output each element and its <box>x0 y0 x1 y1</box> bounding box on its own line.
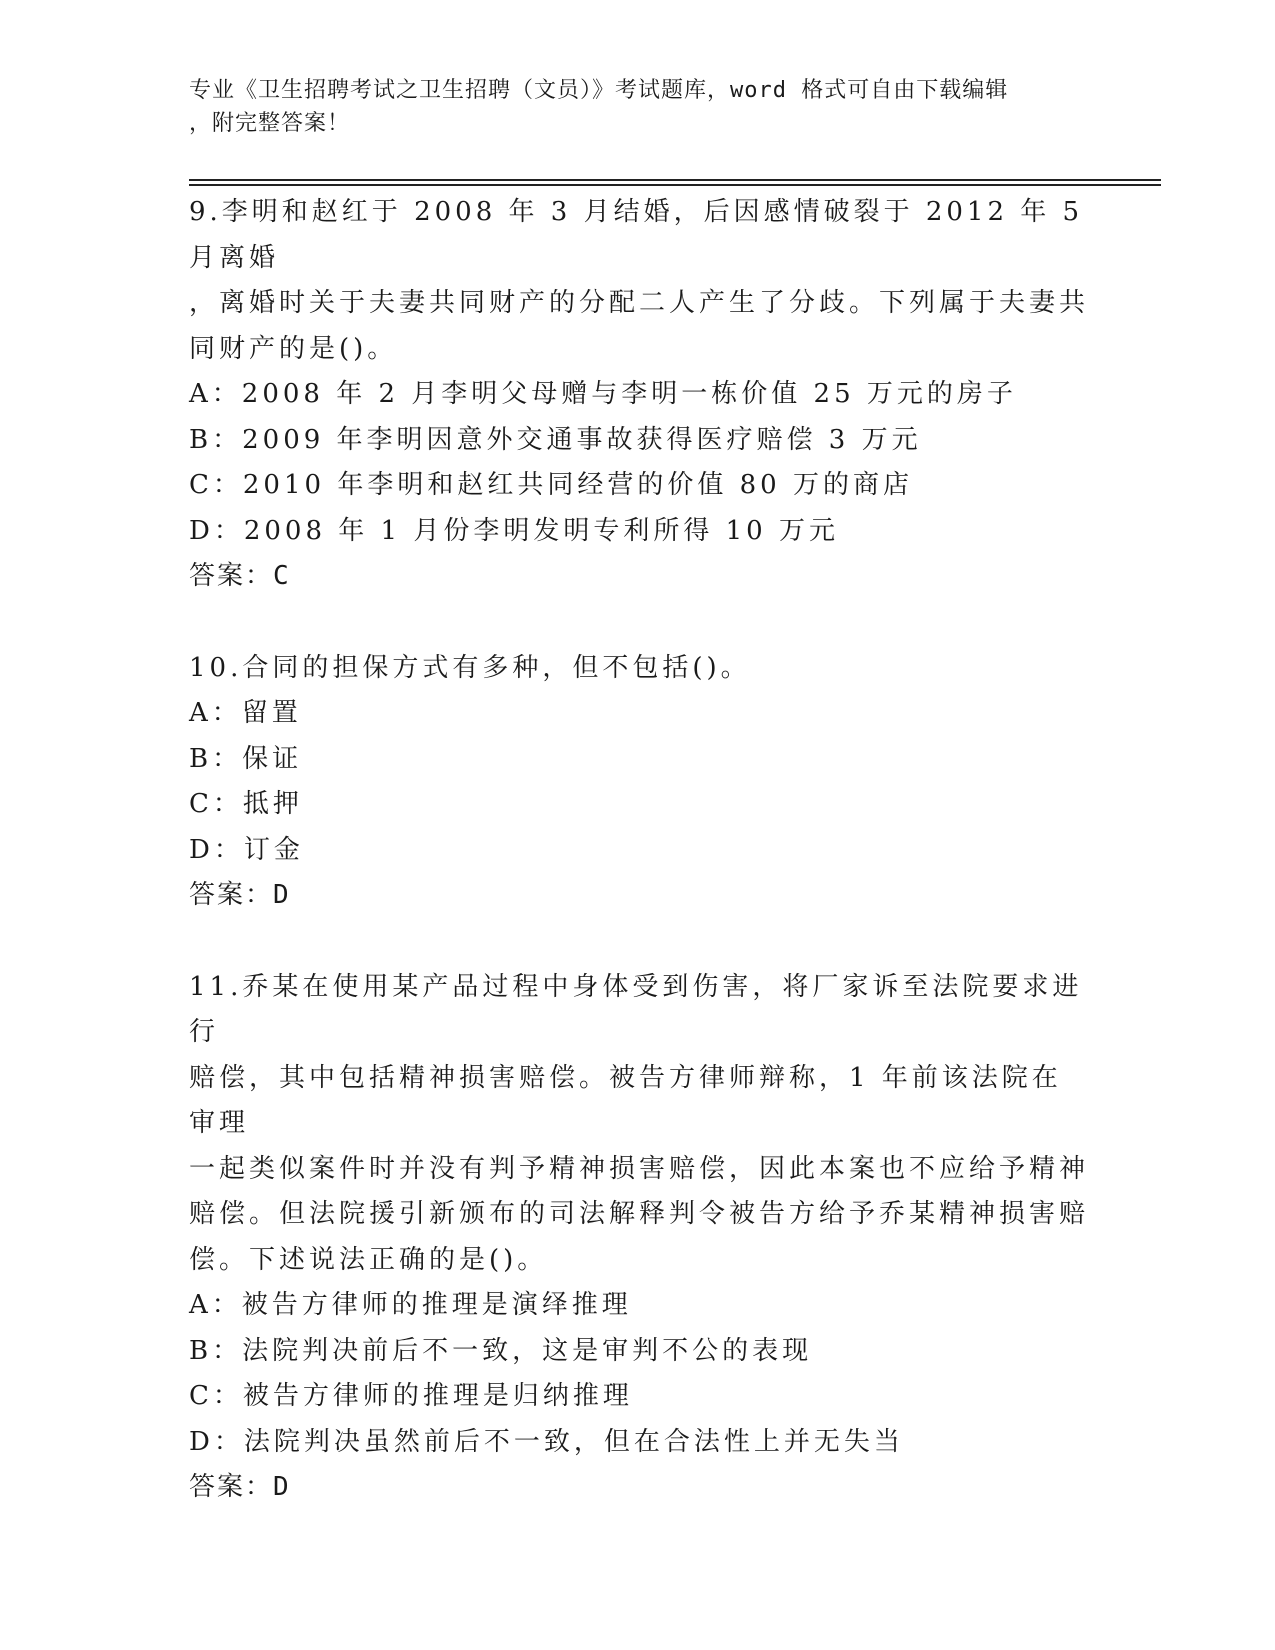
question-9 <box>189 190 1089 600</box>
option-c: C：抵押 <box>189 789 303 819</box>
question-spacer <box>189 919 1089 965</box>
header-divider-top <box>189 179 1161 181</box>
question-list <box>189 190 1089 1511</box>
option-c: C：2010 年李明和赵红共同经营的价值 80 万的商店 <box>189 470 913 500</box>
question-stem: 9.李明和赵红于 2008 年 3 月结婚，后因感情破裂于 2012 年 5 月离婚 ，离婚时关于夫妻共同财产的分配二人产生了分歧。下列属于夫妻共 同财产的是()。 <box>189 197 1090 364</box>
option-d: D：2008 年 1 月份李明发明专利所得 10 万元 <box>189 515 839 546</box>
option-c: C：被告方律师的推理是归纳推理 <box>189 1381 633 1411</box>
answer-line: 答案：C <box>189 561 291 591</box>
question-stem: 10.合同的担保方式有多种，但不包括()。 <box>189 652 751 683</box>
option-b: B：法院判决前后不一致，这是审判不公的表现 <box>189 1335 813 1366</box>
question-10 <box>189 646 1089 919</box>
question-11 <box>189 965 1089 1511</box>
option-a: A：留置 <box>189 698 302 728</box>
option-d: D：订金 <box>189 834 304 865</box>
option-d: D：法院判决虽然前后不一致，但在合法性上并无失当 <box>189 1426 904 1457</box>
answer-line: 答案：D <box>189 1472 291 1502</box>
question-spacer <box>189 600 1089 646</box>
header-divider-bottom <box>189 184 1161 186</box>
question-stem: 11.乔某在使用某产品过程中身体受到伤害，将厂家诉至法院要求进行 赔偿，其中包括精神损害赔偿。被告方律师辩称，1 年前该法院在审理 一起类似案件时并没有判予精神损害赔偿，因此本案也不应给予精神 赔偿。但法院援引新颁布的司法解释判令被告方给予乔某精神损害赔 偿。下述说法正确的是()。 <box>189 971 1090 1275</box>
option-b: B：2009 年李明因意外交通事故获得医疗赔偿 3 万元 <box>189 424 922 455</box>
document-header: 专业《卫生招聘考试之卫生招聘（文员）》考试题库，word 格式可自由下载编辑 ，附完整答案！ <box>189 78 1009 136</box>
option-a: A：2008 年 2 月李明父母赠与李明一栋价值 25 万元的房子 <box>189 379 1017 409</box>
answer-line: 答案：D <box>189 880 291 910</box>
option-b: B：保证 <box>189 743 303 774</box>
option-a: A：被告方律师的推理是演绎推理 <box>189 1290 632 1320</box>
